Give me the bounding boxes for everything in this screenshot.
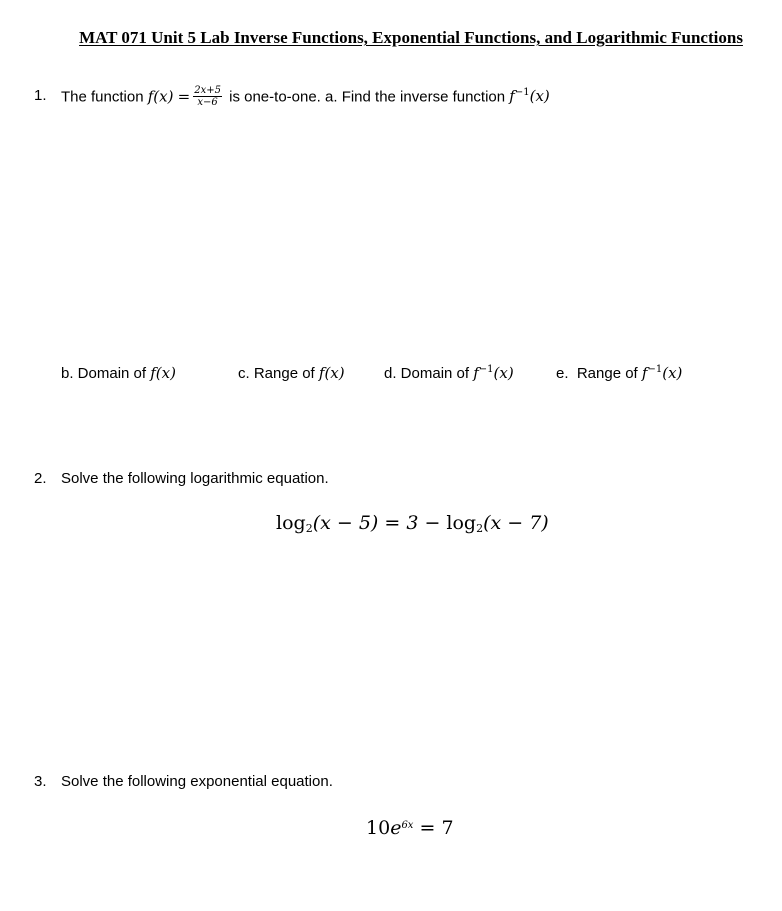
exponential-equation: $10e^{6x} = 7$: [366, 817, 454, 839]
inverse-function: $f^{-1}(x)$: [509, 87, 550, 106]
fraction-denominator: x−6: [197, 97, 218, 108]
function-fraction: [193, 85, 222, 108]
function-f-of-x: f(x): [147, 87, 174, 106]
part-b-domain-f: b. Domain of f(x): [61, 364, 176, 382]
page-title: MAT 071 Unit 5 Lab Inverse Functions, Exponential Functions, and Logarithmic Functions: [79, 28, 743, 47]
part-d-domain-finv: d. Domain of $f^{-1}(x)$: [384, 364, 514, 382]
question-1-number: 1.: [34, 87, 47, 104]
question-1-lead: The function: [61, 88, 144, 106]
part-c-range-f: c. Range of f(x): [238, 364, 345, 382]
question-1-rest: is one-to-one. a. Find the inverse function: [229, 88, 506, 106]
part-e-range-finv: e. Range of $f^{-1}(x)$: [556, 364, 683, 382]
question-3-number: 3.: [34, 773, 47, 790]
logarithmic-equation: $\log_2(x - 5) = 3 - \log_2(x - 7)$: [276, 512, 549, 535]
fraction-numerator: 2x+5: [194, 85, 221, 96]
equals-sign: =: [177, 87, 191, 106]
question-2-prompt: Solve the following logarithmic equation.: [61, 470, 329, 487]
question-1-prompt: [61, 86, 550, 109]
question-2-number: 2.: [34, 470, 47, 487]
question-3-prompt: Solve the following exponential equation.: [61, 773, 333, 790]
